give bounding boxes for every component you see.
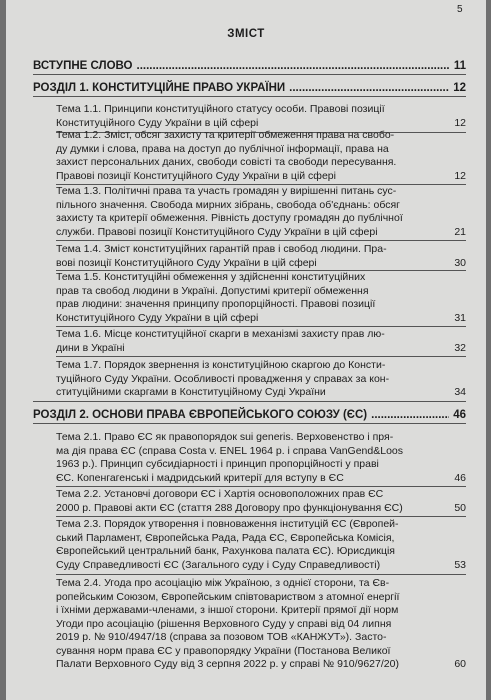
leader-dots: [289, 82, 449, 94]
leader-dots: [371, 409, 449, 421]
page-title: ЗМІСТ: [227, 28, 265, 40]
page-number: 5: [457, 4, 463, 15]
divider: [56, 356, 466, 357]
toc-topic-text: Тема 1.5. Конституційні обмеження у здійсненні конституційних прав та свобод людини в Україні. Допустимі критерії обмеження прав людини: значення принципу пропорційності. Правові позиції Конституційного Суду України в цій сфері: [56, 271, 376, 324]
toc-section-page: 12: [453, 82, 466, 94]
leader-dots: [137, 60, 450, 72]
divider: [33, 401, 466, 402]
toc-topic-text: Тема 2.2. Установчі договори ЄС і Хартія основоположних прав ЄС 2000 р. Правові акти ЄС (стаття 288 Договору про функціонування ЄС): [56, 488, 403, 514]
toc-topic-1-6[interactable]: [56, 328, 466, 355]
toc-topic-text: Тема 1.2. Зміст, обсяг захисту та критерії обмеження права на свобо- ду думки і слова, права на доступ до публічної інформації, права на захист персональних даних, свободи совісті та свободи пересування. Правові позиції Конституційного Суду України в цій сфері: [56, 129, 397, 182]
toc-topic-page: 12: [454, 169, 466, 182]
toc-topic-1-4[interactable]: [56, 243, 466, 270]
toc-topic-page: 32: [454, 341, 466, 354]
toc-section-2[interactable]: [33, 409, 466, 421]
toc-topic-1-1[interactable]: [56, 103, 466, 130]
toc-entry-page: 11: [453, 60, 466, 72]
toc-topic-page: 53: [454, 558, 466, 571]
toc-topic-2-1[interactable]: [56, 431, 466, 485]
toc-topic-2-2[interactable]: [56, 488, 466, 515]
divider: [33, 423, 466, 424]
toc-topic-2-3[interactable]: [56, 518, 466, 572]
toc-topic-1-2[interactable]: [56, 129, 466, 183]
toc-topic-page: 60: [454, 658, 466, 670]
book-page: [6, 0, 486, 700]
toc-topic-2-4[interactable]: [56, 577, 466, 672]
divider: [56, 326, 466, 327]
toc-topic-text: Тема 1.6. Місце конституційної скарги в механізмі захисту прав лю- дини в Україні: [56, 328, 385, 354]
toc-topic-text: Тема 1.3. Політичні права та участь громадян у вирішенні питань сус- пільного значення. Свобода мирних зібрань, свобода об'єднань: обсяг захисту та критерії обмеження. Рівність доступу громадян до публічної служби. Правові позиції Конституційного Суду України в цій сфері: [56, 185, 403, 238]
toc-topic-text: Тема 1.7. Порядок звернення із конституційною скаргою до Консти- туційного Суду України. Особливості провадження у справах за кон- ституційними скаргами в Конституційному Суді України: [56, 359, 390, 398]
toc-section-page: 46: [453, 409, 466, 421]
toc-topic-1-7[interactable]: [56, 359, 466, 400]
toc-topic-text: Тема 2.1. Право ЄС як правопорядок sui generis. Верховенство і пря- ма дія права ЄС (справа Costa v. ENEL 1964 р. і справа VanGend&Loos 1963 р.). Принцип субсидіарності і принцип пропорційності у праві ЄС. Копенгагенські і мадридський критерії для вступу в ЄС: [56, 431, 403, 484]
toc-topic-text: Тема 1.4. Зміст конституційних гарантій прав і свобод людини. Пра- вові позиції Конституційного Суду України в цій сфері: [56, 243, 387, 269]
toc-topic-1-5[interactable]: [56, 271, 466, 325]
divider: [56, 574, 466, 575]
toc-section-label: РОЗДІЛ 1. КОНСТИТУЦІЙНЕ ПРАВО УКРАЇНИ: [33, 82, 286, 94]
toc-topic-page: 34: [454, 386, 466, 398]
toc-topic-text: Тема 2.3. Порядок утворення і повноваження інституцій ЄС (Європей- ський Парламент, Європейська Рада, Рада ЄС, Європейська Комісія, Європейський центральний банк, Рахункова палата ЄС). Юрисдикція Суду Справедливості ЄС (Загального суду і Суду Справедливості): [56, 518, 399, 571]
divider: [56, 486, 466, 487]
divider: [33, 74, 466, 75]
toc-topic-page: 46: [454, 471, 466, 484]
toc-topic-page: 31: [454, 311, 466, 324]
divider: [56, 240, 466, 241]
toc-topic-text: Тема 1.1. Принципи конституційного статусу особи. Правові позиції Конституційного Суду України в цій сфері: [56, 103, 385, 129]
toc-section-label: РОЗДІЛ 2. ОСНОВИ ПРАВА ЄВРОПЕЙСЬКОГО СОЮЗУ (ЄС): [33, 409, 368, 421]
toc-section-1[interactable]: [33, 82, 466, 94]
toc-topic-page: 21: [454, 225, 466, 238]
toc-topic-page: 12: [454, 116, 466, 129]
toc-topic-1-3[interactable]: [56, 185, 466, 239]
toc-topic-text: Тема 2.4. Угода про асоціацію між Україною, з однієї сторони, та Єв- ропейським Союзом, Європейським співтовариством з атомної енергії і їхніми державами-членами, з іншої сторони. Критерії прямої дії норм Угоди про асоціацію (рішення Верховного Суду у справі від 04 липня 2019 р. № 910/4947/18 (справа за позовом ТОВ «КАНЖУТ»). Засто- сування норм права ЄС у правопорядку України (Постанова Великої Палати Верховного Суду від 3 серпня 2022 р. у справі № 910/9627/20): [56, 577, 400, 670]
divider: [56, 516, 466, 517]
toc-entry-intro[interactable]: [33, 60, 466, 72]
toc-topic-page: 30: [454, 256, 466, 269]
toc-topic-page: 50: [454, 501, 466, 514]
divider: [33, 96, 466, 97]
toc-entry-label: ВСТУПНЕ СЛОВО: [33, 60, 133, 72]
